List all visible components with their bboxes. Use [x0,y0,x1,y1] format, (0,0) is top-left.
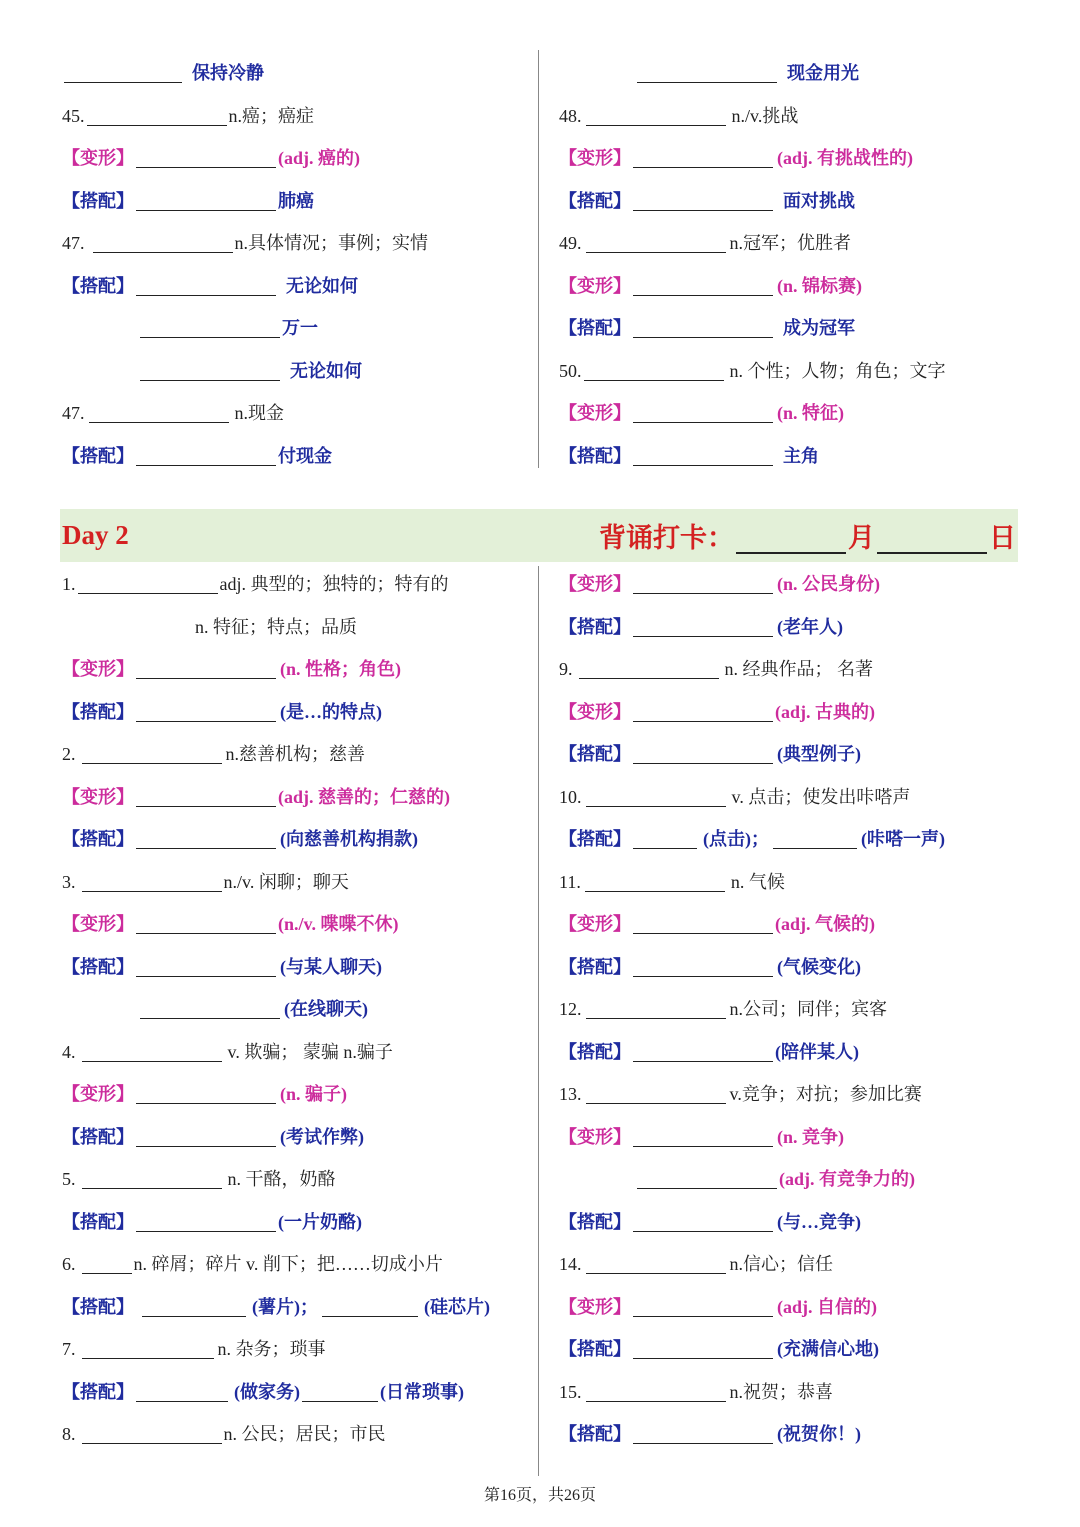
vocab-row [62,1334,326,1364]
collocation-text: 【搭配】 [559,1339,631,1359]
entry-text: 8. [62,1424,76,1444]
entry-text: n. 干酪，奶酪 [227,1169,336,1189]
vocab-row [62,569,449,599]
entry-text: n. 特征；特点；品质 [195,616,357,637]
answer-blank[interactable] [136,276,276,296]
collocation-text: (气候变化) [777,956,861,977]
vocab-row [62,1419,386,1449]
answer-blank[interactable] [633,1424,773,1444]
entry-text: n.信心；信任 [729,1254,833,1274]
answer-blank[interactable] [136,787,276,807]
vocab-row [559,228,851,258]
variant-text: 【变形】 [559,701,631,722]
answer-blank[interactable] [633,574,773,594]
variant-text: 【变形】 [62,786,134,807]
vocab-row [559,1122,844,1152]
vocab-row [62,1079,347,1109]
collocation-text: (是…的特点) [280,701,382,722]
month-label: 月 [848,523,875,553]
vocab-row [559,994,887,1024]
vocab-row [559,441,819,471]
answer-blank[interactable] [633,403,773,423]
answer-blank[interactable] [82,1169,222,1189]
entry-text: 11. [559,871,581,892]
collocation-text: 【搭配】 [559,318,631,338]
collocation-text: (典型例子) [777,744,861,764]
vocab-row [559,101,798,131]
answer-blank[interactable] [82,744,222,764]
answer-blank[interactable] [136,914,276,934]
answer-blank[interactable] [136,191,276,211]
vocab-row [559,143,913,173]
day2-right-column [559,569,1029,1449]
collocation-text: 【搭配】 [62,956,134,977]
variant-text: 【变形】 [559,914,631,934]
answer-blank[interactable] [586,999,726,1019]
vocab-row [62,994,368,1024]
collocation-text: 保持冷静 [192,63,264,83]
vocab-row [559,782,910,812]
entry-text: n.冠军；优胜者 [729,233,851,253]
answer-blank[interactable] [586,233,726,253]
collocation-text: 无论如何 [290,360,362,381]
vocab-row [559,1164,915,1194]
vocab-row [62,186,314,216]
vocab-row [62,356,362,386]
entry-text: n. 公民；居民；市民 [223,1424,386,1444]
answer-blank[interactable] [633,1127,773,1147]
vocab-row [559,1207,861,1237]
collocation-text: (在线聊天) [284,999,368,1019]
answer-blank[interactable] [140,318,280,338]
answer-blank[interactable] [586,787,726,807]
answer-blank[interactable] [633,1042,773,1062]
variant-text: (n. 骗子) [280,1084,347,1104]
entry-text: 6. [62,1254,76,1274]
answer-blank[interactable] [89,403,229,423]
vocab-row [62,1292,490,1322]
answer-blank[interactable] [637,1169,777,1189]
variant-text: 【变形】 [559,275,631,296]
collocation-text: (与某人聊天) [280,956,382,977]
day2-left-column [62,569,532,1449]
vocab-row [559,952,861,982]
answer-blank[interactable] [136,1382,228,1402]
answer-blank[interactable] [586,1254,726,1274]
collocation-text: (陪伴某人) [775,1041,859,1062]
vocab-row [559,1334,879,1364]
vocab-row [62,441,332,471]
vocab-row [559,356,946,386]
answer-blank[interactable] [633,702,773,722]
vocab-row [559,398,844,428]
entry-text: 47. [62,233,85,253]
entry-text: 3. [62,871,76,892]
vocab-row [62,909,399,939]
entry-text: 50. [559,360,582,381]
answer-blank[interactable] [140,361,280,381]
entry-text: 1. [62,574,76,594]
answer-blank[interactable] [579,659,719,679]
collocation-text: 主角 [783,445,819,466]
variant-text: (adj. 有竞争力的) [779,1169,915,1189]
entry-text: 12. [559,999,582,1019]
collocation-text: (点击)； [703,829,769,849]
collocation-text: (做家务) [234,1381,300,1402]
page-footer: 第16页，共26页 [483,1487,596,1504]
answer-blank[interactable] [584,361,724,381]
answer-blank[interactable] [136,829,276,849]
variant-text: (n./v. 喋喋不休) [278,914,399,934]
collocation-text: 【搭配】 [62,1296,134,1317]
top-column-divider [538,50,539,468]
answer-blank[interactable] [136,957,276,977]
collocation-text: (硅芯片) [424,1296,490,1317]
vocab-row [62,1377,464,1407]
answer-blank[interactable] [633,744,773,764]
day-blank[interactable] [877,518,987,554]
collocation-text: 【搭配】 [559,744,631,764]
vocab-row [62,697,382,727]
collocation-text: (考试作弊) [280,1126,364,1147]
answer-blank[interactable] [136,1212,276,1232]
answer-blank[interactable] [136,446,276,466]
collocation-text: 【搭配】 [62,701,134,722]
vocab-row [62,952,382,982]
vocab-row [559,654,873,684]
collocation-text: (祝贺你！) [777,1424,861,1444]
collocation-text: 【搭配】 [62,275,134,296]
vocab-row [62,398,284,428]
vocab-row [62,58,264,88]
answer-blank[interactable] [633,446,773,466]
answer-blank[interactable] [633,1297,773,1317]
vocab-row [559,867,785,897]
collocation-text: 【搭配】 [62,1381,134,1402]
vocab-row [559,1249,833,1279]
collocation-text: (薯片)； [252,1296,318,1317]
entry-text: n. 个性；人物；角色；文字 [729,360,946,381]
variant-text: 【变形】 [62,1084,134,1104]
entry-text: v. 欺骗； 蒙骗 n.骗子 [227,1041,393,1062]
variant-text: 【变形】 [62,148,134,168]
vocab-row [559,612,843,642]
variant-text: 【变形】 [559,1126,631,1147]
collocation-text: 【搭配】 [559,190,631,211]
entry-text: 48. [559,105,582,126]
answer-blank[interactable] [633,1212,773,1232]
collocation-text: 无论如何 [286,275,358,296]
variant-text: (n. 竞争) [777,1126,844,1147]
entry-text: n.癌；癌症 [228,105,314,126]
entry-text: 47. [62,403,85,423]
answer-blank[interactable] [633,318,773,338]
collocation-text: 成为冠军 [783,318,855,338]
day2-column-divider [538,566,539,1476]
variant-text: (adj. 癌的) [278,148,360,168]
collocation-text: 【搭配】 [62,445,134,466]
variant-text: (n. 性格；角色) [280,659,401,679]
answer-blank[interactable] [633,148,773,168]
answer-blank[interactable] [82,1424,222,1444]
vocab-row [62,1249,443,1279]
vocab-row [559,1079,922,1109]
entry-text: n. 经典作品； 名著 [724,659,873,679]
vocab-row [559,909,875,939]
collocation-text: (向慈善机构捐款) [280,829,418,849]
entry-text: n.慈善机构；慈善 [225,744,365,764]
entry-text: v. 点击；使发出咔嗒声 [731,786,911,807]
variant-text: (adj. 自信的) [777,1296,877,1317]
vocab-row [62,101,314,131]
variant-text: (n. 锦标赛) [777,275,862,296]
entry-text: v.竞争；对抗；参加比赛 [729,1084,922,1104]
collocation-text: (日常琐事) [380,1381,464,1402]
vocab-row [559,271,862,301]
collocation-text: 【搭配】 [559,829,631,849]
day-title: Day 2 [62,520,129,550]
answer-blank[interactable] [78,574,218,594]
entry-text: n.具体情况；事例；实情 [234,233,428,253]
vocab-row [62,228,428,258]
answer-blank[interactable] [322,1297,418,1317]
entry-text: n. 气候 [730,871,785,892]
vocab-row [559,1292,877,1322]
variant-text: 【变形】 [559,574,631,594]
variant-text: (adj. 有挑战性的) [777,148,913,168]
answer-blank[interactable] [82,1339,214,1359]
answer-blank[interactable] [633,617,773,637]
entry-text: adj. 典型的；独特的；特有的 [219,574,449,594]
variant-text: 【变形】 [559,148,631,168]
collocation-text: 【搭配】 [62,1211,134,1232]
collocation-text: (充满信心地) [777,1339,879,1359]
vocab-row [62,612,357,642]
entry-text: 7. [62,1339,76,1359]
entry-text: n. 碎屑；碎片 v. 削下；把……切成小片 [133,1254,443,1274]
collocation-text: (一片奶酪) [278,1211,362,1232]
collocation-text: 现金用光 [787,63,859,83]
vocab-row [559,1037,859,1067]
collocation-text: 【搭配】 [559,956,631,977]
answer-blank[interactable] [586,106,726,126]
answer-blank[interactable] [136,659,276,679]
variant-text: (adj. 古典的) [775,701,875,722]
vocab-row [62,824,418,854]
vocab-row [62,271,358,301]
answer-blank[interactable] [586,1084,726,1104]
answer-blank[interactable] [633,829,697,849]
vocab-row [62,313,318,343]
vocab-row [62,739,365,769]
collocation-text: 【搭配】 [559,1424,631,1444]
entry-text: n.公司；同伴；宾客 [729,999,887,1019]
collocation-text: 万一 [282,318,318,338]
vocab-row [62,1164,336,1194]
collocation-text: 付现金 [278,445,332,466]
collocation-text: (老年人) [777,616,843,637]
variant-text: 【变形】 [62,659,134,679]
answer-blank[interactable] [87,106,227,126]
vocab-row [559,58,859,88]
collocation-text: 【搭配】 [62,1126,134,1147]
answer-blank[interactable] [633,914,773,934]
vocab-row [559,1377,833,1407]
vocab-row [559,186,855,216]
top-right-column [559,58,1029,470]
entry-text: 15. [559,1381,582,1402]
vocab-row [62,1207,362,1237]
answer-blank[interactable] [142,1297,246,1317]
entry-text: n./v. 闲聊；聊天 [223,871,349,892]
collocation-text: 【搭配】 [559,1211,631,1232]
collocation-text: 肺癌 [278,190,314,211]
entry-text: n. 杂务；琐事 [217,1339,326,1359]
vocab-row [559,313,855,343]
collocation-text: 【搭配】 [559,445,631,466]
answer-blank[interactable] [136,1084,276,1104]
answer-blank[interactable] [637,63,777,83]
answer-blank[interactable] [140,999,280,1019]
vocab-row [559,824,945,854]
answer-blank[interactable] [633,191,773,211]
vocab-row [62,1122,364,1152]
answer-blank[interactable] [633,957,773,977]
checkin-label: 背诵打卡： [599,523,734,553]
answer-blank[interactable] [136,148,276,168]
entry-text: 14. [559,1254,582,1274]
day-label: 日 [989,523,1016,553]
vocab-row [559,739,861,769]
entry-text: n.祝贺；恭喜 [729,1381,833,1402]
entry-text: 13. [559,1084,582,1104]
collocation-text: 【搭配】 [62,190,134,211]
collocation-text: (与…竞争) [777,1211,861,1232]
vocab-row [559,1419,861,1449]
entry-text: 2. [62,744,76,764]
variant-text: (n. 特征) [777,403,844,423]
entry-text: 49. [559,233,582,253]
variant-text: (adj. 气候的) [775,914,875,934]
top-left-column [62,58,532,470]
variant-text: 【变形】 [62,914,134,934]
collocation-text: 【搭配】 [559,1041,631,1062]
answer-blank[interactable] [82,1042,222,1062]
variant-text: 【变形】 [559,1296,631,1317]
answer-blank[interactable] [773,829,857,849]
answer-blank[interactable] [585,872,725,892]
vocab-row [62,867,349,897]
answer-blank[interactable] [302,1382,378,1402]
answer-blank[interactable] [633,1339,773,1359]
entry-text: n./v.挑战 [731,105,799,126]
answer-blank[interactable] [136,702,276,722]
collocation-text: (咔嗒一声) [861,829,945,849]
answer-blank[interactable] [82,1254,132,1274]
variant-text: (adj. 慈善的；仁慈的) [278,786,450,807]
vocab-row [559,569,880,599]
answer-blank[interactable] [82,872,222,892]
entry-text: 9. [559,659,573,679]
checkin-line [599,509,1016,562]
vocab-row [62,654,401,684]
collocation-text: 【搭配】 [559,616,631,637]
entry-text: n.现金 [234,403,284,423]
vocab-row [62,782,450,812]
variant-text: (n. 公民身份) [777,574,880,594]
collocation-text: 【搭配】 [62,829,134,849]
answer-blank[interactable] [64,63,182,83]
answer-blank[interactable] [136,1127,276,1147]
entry-text: 4. [62,1041,76,1062]
vocab-row [62,143,360,173]
answer-blank[interactable] [586,1382,726,1402]
vocab-row [62,1037,393,1067]
month-blank[interactable] [736,518,846,554]
entry-text: 45. [62,105,85,126]
variant-text: 【变形】 [559,403,631,423]
collocation-text: 面对挑战 [783,190,855,211]
answer-blank[interactable] [633,276,773,296]
entry-text: 10. [559,786,582,807]
answer-blank[interactable] [93,233,233,253]
entry-text: 5. [62,1169,76,1189]
vocab-row [559,697,875,727]
